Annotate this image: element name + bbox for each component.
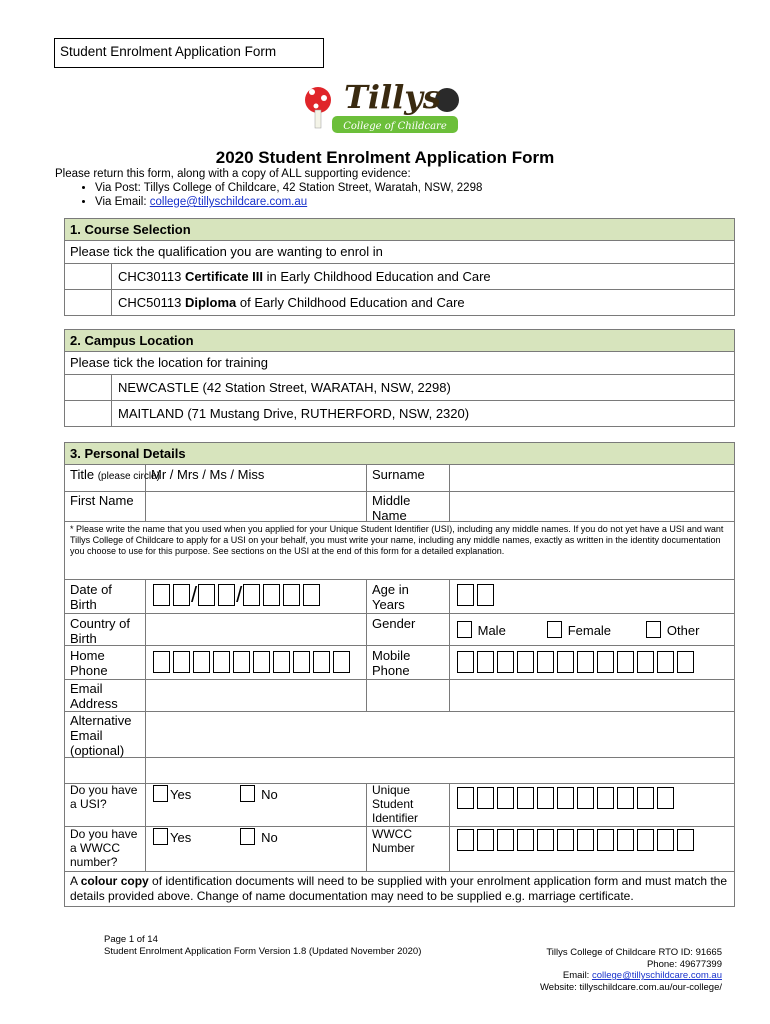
- middle-name-label: Middle Name: [372, 493, 411, 523]
- course-option-diploma: CHC50113 Diploma of Early Childhood Education and Care: [64, 290, 735, 316]
- campus-tick-newcastle[interactable]: [65, 375, 112, 400]
- age-label: Age in Years: [372, 582, 409, 612]
- middle-name-input[interactable]: [450, 492, 734, 520]
- country-label: Country of Birth: [70, 616, 130, 646]
- intro-section: [55, 167, 482, 209]
- campus-prompt: Please tick the location for training: [64, 352, 735, 375]
- wwcc-no-checkbox[interactable]: [240, 828, 255, 845]
- personal-heading: 3. Personal Details: [64, 442, 735, 465]
- course-tick-cert3[interactable]: [65, 264, 112, 289]
- footer-phone: Phone: 49677399: [646, 958, 722, 970]
- form-version: Student Enrolment Application Form Version 1.8 (Updated November 2020): [104, 945, 422, 957]
- tillys-logo: [302, 70, 466, 136]
- have-usi-options: Yes No: [153, 785, 278, 802]
- wwcc-yes-checkbox[interactable]: [153, 828, 168, 845]
- campus-heading: 2. Campus Location: [64, 329, 735, 352]
- campus-location-section: [64, 329, 735, 427]
- course-selection-section: [64, 218, 735, 316]
- have-wwcc-options: Yes No: [153, 828, 278, 845]
- course-heading: 1. Course Selection: [64, 218, 735, 241]
- course-prompt: Please tick the qualification you are wanting to enrol in: [64, 241, 735, 264]
- page-title: 2020 Student Enrolment Application Form: [215, 148, 555, 167]
- mobile-phone-label: Mobile Phone: [372, 648, 411, 678]
- have-usi-label: Do you have a USI?: [70, 783, 138, 811]
- gender-female-checkbox[interactable]: [547, 621, 562, 638]
- home-phone-label: Home Phone: [70, 648, 108, 678]
- footer-rto: Tillys College of Childcare RTO ID: 91665: [546, 947, 722, 958]
- campus-tick-maitland[interactable]: [65, 401, 112, 426]
- footer-left: [104, 934, 421, 957]
- title-label-cell: Title (please circle): [70, 467, 160, 482]
- footer-website: Website: tillyschildcare.com.au/our-college/: [540, 981, 722, 993]
- first-name-label: First Name: [70, 493, 134, 508]
- wwcc-label: WWCC Number: [372, 827, 415, 855]
- usi-yes-checkbox[interactable]: [153, 785, 168, 802]
- surname-label: Surname: [372, 467, 425, 482]
- title-options[interactable]: Mr / Mrs / Ms / Miss: [151, 467, 265, 482]
- footer-right: [540, 947, 722, 993]
- intro-post: • Via Post: Tillys College of Childcare, 42 Station Street, Waratah, NSW, 2298: [95, 181, 482, 195]
- footer-email-link[interactable]: college@tillyschildcare.com.au: [591, 970, 722, 981]
- course-option-cert3: CHC30113 Certificate III in Early Childhood Education and Care: [64, 264, 735, 290]
- dob-boxes[interactable]: / /: [153, 584, 323, 606]
- logo-tagline: College of Childcare: [343, 121, 447, 132]
- colour-copy-note: A colour copy of identification documents will need to be supplied with your enrolment application form and must match the details provided above. Change of name documentation may need to be supplied e.g. marriage certificate.: [70, 874, 728, 903]
- first-name-input[interactable]: [146, 492, 365, 520]
- have-wwcc-label: Do you have a WWCC number?: [70, 827, 138, 869]
- surname-input[interactable]: [450, 466, 734, 490]
- campus-option-newcastle: NEWCASTLE (42 Station Street, WARATAH, NSW, 2298): [64, 375, 735, 401]
- home-phone-boxes[interactable]: [153, 651, 353, 673]
- alt-email-label: Alternative Email (optional): [70, 713, 132, 758]
- gender-male-checkbox[interactable]: [457, 621, 472, 638]
- age-boxes[interactable]: [457, 584, 497, 606]
- personal-grid: [64, 465, 735, 907]
- gender-options: Male Female Other: [457, 621, 699, 638]
- gender-other-checkbox[interactable]: [646, 621, 661, 638]
- mobile-phone-boxes[interactable]: [457, 651, 697, 673]
- gender-label: Gender: [372, 616, 416, 631]
- page-number: Page 1 of 14: [104, 934, 158, 945]
- intro-email-link[interactable]: college@tillyschildcare.com.au: [149, 196, 308, 208]
- wwcc-boxes[interactable]: [457, 829, 697, 851]
- usi-boxes[interactable]: [457, 787, 677, 809]
- campus-option-maitland: MAITLAND (71 Mustang Drive, RUTHERFORD, NSW, 2320): [64, 401, 735, 427]
- usi-no-checkbox[interactable]: [240, 785, 255, 802]
- intro-email-line: [95, 195, 482, 209]
- logo-name: Tillys: [344, 78, 441, 116]
- personal-details-section: [64, 442, 735, 907]
- course-tick-diploma[interactable]: [65, 290, 112, 315]
- country-input[interactable]: [146, 614, 365, 644]
- usi-label: Unique Student Identifier: [372, 783, 419, 825]
- form-header-box: Student Enrolment Application Form: [54, 38, 324, 68]
- alt-email-input[interactable]: [146, 712, 734, 756]
- intro-email-prefix: Via Email:: [95, 196, 150, 208]
- dob-label: Date of Birth: [70, 582, 112, 612]
- usi-name-note: * Please write the name that you used when you applied for your Unique Student Identifier (USI), including any middle names. If you do not yet have a USI and want Tillys College of Childcare to apply for a USI on your behalf, you must write your name, including any middle names, exactly as written in the identity documentation you choose to use for this purpose. See sections on the USI at the end of this form for a detailed explanation.: [70, 524, 724, 556]
- email-label: Email Address: [70, 681, 118, 711]
- email-input[interactable]: [146, 680, 734, 710]
- intro-text: Please return this form, along with a copy of ALL supporting evidence:: [55, 168, 411, 180]
- footer-email-line: Email: college@tillyschildcare.com.au: [562, 970, 722, 981]
